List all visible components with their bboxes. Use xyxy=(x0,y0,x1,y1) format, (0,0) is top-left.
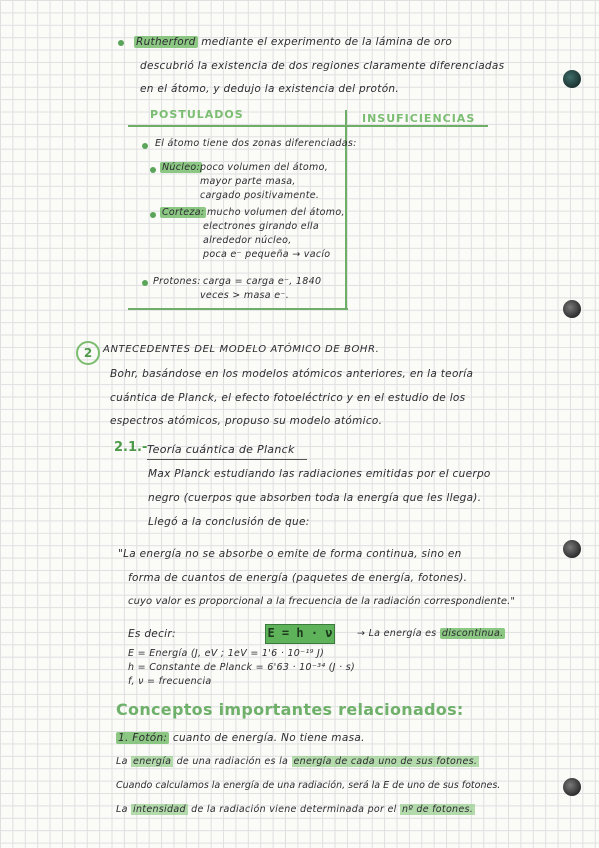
energy-discontinuous-note: → La energía es discontinua. xyxy=(357,628,504,639)
table-bullet-corteza xyxy=(150,212,156,218)
concept-photon: 1. Fotón: cuanto de energía. No tiene masa. xyxy=(118,732,365,744)
corteza-line-2: electrones girando ella xyxy=(203,221,319,232)
binder-hole-top xyxy=(563,70,581,88)
section-2-1-title: Teoría cuántica de Planck xyxy=(147,443,295,456)
table-atom-zones: El átomo tiene dos zonas diferenciadas: xyxy=(155,138,357,149)
planck-formula-box: E = h · ν xyxy=(265,624,335,644)
section-2-para-3: espectros atómicos, propuso su modelo atómico. xyxy=(110,415,383,427)
rutherford-bullet xyxy=(118,40,124,46)
concept-intensity: La intensidad de la radiación viene determinada por el nº de fotones. xyxy=(116,804,474,815)
definition-planck-constant: h = Constante de Planck = 6'63 · 10⁻³⁴ (J · s) xyxy=(128,662,355,673)
concept-radiation-energy: La energía de una radiación es la energía de cada uno de sus fotones. xyxy=(116,756,478,767)
rutherford-name-highlight: Rutherford xyxy=(136,36,196,48)
section-2-title: ANTECEDENTES DEL MODELO ATÓMICO DE BOHR. xyxy=(103,344,380,355)
quote-line-3: cuyo valor es proporcional a la frecuencia de la radiación correspondiente." xyxy=(128,596,516,607)
section-2-1-line-1: Max Planck estudiando las radiaciones emitidas por el cuerpo xyxy=(148,468,491,480)
table-header-insuficiencias: INSUFICIENCIAS xyxy=(362,112,476,125)
section-2-1-line-2: negro (cuerpos que absorben toda la energía que les llega). xyxy=(148,492,482,504)
nucleo-line-3: cargado positivamente. xyxy=(200,190,320,201)
nucleo-line-2: mayor parte masa, xyxy=(200,176,296,187)
rutherford-line-2: descubrió la existencia de dos regiones claramente diferenciadas xyxy=(140,60,505,72)
table-bullet-protones xyxy=(142,280,148,286)
definition-frequency: f, ν = frecuencia xyxy=(128,676,212,687)
protones-label: Protones: xyxy=(153,276,201,287)
table-bottom-rule xyxy=(128,308,348,310)
corteza-line-3: alrededor núcleo, xyxy=(203,235,292,246)
binder-hole-lower xyxy=(563,540,581,558)
protones-line-1: carga = carga e⁻, 1840 xyxy=(203,276,322,287)
binder-hole-middle xyxy=(563,300,581,318)
table-bullet-nucleo xyxy=(150,167,156,173)
rutherford-line-1: Rutherford mediante el experimento de la lámina de oro xyxy=(136,36,453,48)
table-header-postulados: POSTULADOS xyxy=(150,108,244,121)
concept-calculation-note: Cuando calculamos la energía de una radiación, será la E de uno de sus fotones. xyxy=(116,780,501,791)
section-2-1-number: 2.1.- xyxy=(114,440,148,455)
quote-line-1: "La energía no se absorbe o emite de forma continua, sino en xyxy=(118,548,462,560)
definition-energy: E = Energía (J, eV ; 1eV = 1'6 · 10⁻¹⁹ J) xyxy=(128,648,325,659)
rutherford-line-3: en el átomo, y dedujo la existencia del protón. xyxy=(140,83,400,95)
corteza-label: Corteza: xyxy=(162,207,205,218)
nucleo-line-1: poco volumen del átomo, xyxy=(200,162,329,173)
protones-line-2: veces > masa e⁻. xyxy=(200,290,290,301)
concepts-title: Conceptos importantes relacionados: xyxy=(116,700,464,719)
nucleo-label: Núcleo: xyxy=(162,162,200,173)
table-bullet-1 xyxy=(142,143,148,149)
table-header-rule xyxy=(128,125,488,127)
section-2-para-1: Bohr, basándose en los modelos atómicos anteriores, en la teoría xyxy=(110,368,474,380)
corteza-line-4: poca e⁻ pequeña → vacío xyxy=(203,249,331,260)
section-2-1-line-3: Llegó a la conclusión de que: xyxy=(148,516,310,528)
corteza-line-1: mucho volumen del átomo, xyxy=(207,207,345,218)
es-decir-label: Es decir: xyxy=(128,628,176,640)
section-2-number: 2 xyxy=(76,341,100,365)
section-2-para-2: cuántica de Planck, el efecto fotoeléctrico y en el estudio de los xyxy=(110,392,466,404)
binder-hole-bottom xyxy=(563,778,581,796)
section-2-1-title-underline xyxy=(147,459,307,460)
quote-line-2: forma de cuantos de energía (paquetes de energía, fotones). xyxy=(128,572,468,584)
